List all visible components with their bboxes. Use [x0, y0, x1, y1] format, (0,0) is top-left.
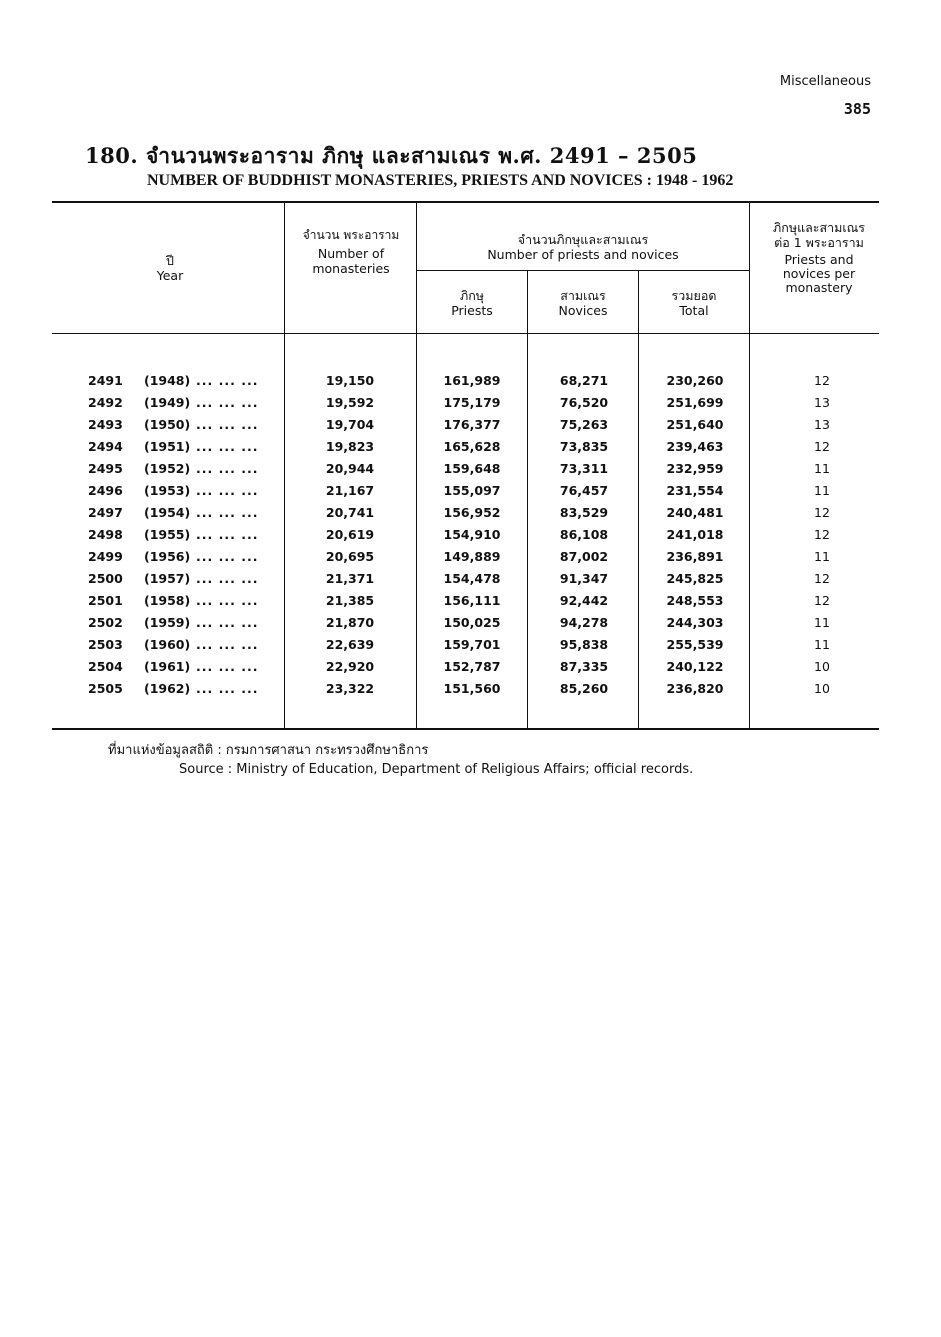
novices-cell: 75,263 [559, 417, 609, 432]
per-monastery-cell: 12 [814, 527, 830, 542]
priests-cell: 175,179 [443, 395, 501, 410]
year-be: 2492 [88, 395, 123, 410]
novices-header-thai: สามเณร [560, 288, 606, 303]
leader-dots: ... ... ... [196, 417, 259, 432]
monasteries-cell: 21,371 [325, 571, 375, 586]
novices-cell: 85,260 [559, 681, 609, 696]
priests-cell: 165,628 [443, 439, 501, 454]
table-row [0, 505, 941, 527]
year-be: 2504 [88, 659, 123, 674]
year-be: 2496 [88, 483, 123, 498]
year-be: 2499 [88, 549, 123, 564]
table-row [0, 549, 941, 571]
per-monastery-cell: 11 [814, 483, 830, 498]
priests-cell: 156,952 [443, 505, 501, 520]
priests-cell: 156,111 [443, 593, 501, 608]
leader-dots: ... ... ... [196, 395, 259, 410]
priests-cell: 154,910 [443, 527, 501, 542]
novices-cell: 92,442 [559, 593, 609, 608]
per-monastery-cell: 11 [814, 549, 830, 564]
table-number: 180. [85, 143, 139, 168]
novices-cell: 73,311 [559, 461, 609, 476]
monasteries-cell: 23,322 [325, 681, 375, 696]
table-row [0, 373, 941, 395]
year-ce: (1962) [144, 681, 191, 696]
total-cell: 244,303 [666, 615, 724, 630]
total-cell: 240,481 [666, 505, 724, 520]
year-header-thai: ปี [166, 253, 174, 268]
table-row [0, 439, 941, 461]
year-ce: (1952) [144, 461, 191, 476]
leader-dots: ... ... ... [196, 593, 259, 608]
per-monastery-cell: 10 [814, 659, 830, 674]
priests-header-english: Priests [451, 303, 493, 318]
page-number: 385 [843, 100, 871, 118]
table-bottom-rule [52, 728, 879, 730]
priests-cell: 176,377 [443, 417, 501, 432]
total-cell: 236,891 [666, 549, 724, 564]
monasteries-header-english: Number of monasteries [312, 246, 390, 276]
total-cell: 236,820 [666, 681, 724, 696]
year-ce: (1961) [144, 659, 191, 674]
leader-dots: ... ... ... [196, 615, 259, 630]
table-row [0, 395, 941, 417]
per-monastery-cell: 13 [814, 417, 830, 432]
priests-header [418, 288, 526, 318]
total-cell: 248,553 [666, 593, 724, 608]
leader-dots: ... ... ... [196, 461, 259, 476]
total-cell: 255,539 [666, 637, 724, 652]
table-row [0, 461, 941, 483]
total-cell: 251,699 [666, 395, 724, 410]
per-monastery-cell: 12 [814, 439, 830, 454]
table-row [0, 527, 941, 549]
per-monastery-cell: 11 [814, 615, 830, 630]
year-header [60, 253, 280, 283]
table-top-rule [52, 201, 879, 203]
year-ce: (1958) [144, 593, 191, 608]
total-header [640, 288, 748, 318]
year-be: 2498 [88, 527, 123, 542]
year-header-english: Year [156, 268, 184, 283]
title-thai-text: จำนวนพระอาราม ภิกษุ และสามเณร พ.ศ. 2491 – 2505 [145, 143, 698, 168]
year-be: 2502 [88, 615, 123, 630]
priests-cell: 159,701 [443, 637, 501, 652]
novices-cell: 83,529 [559, 505, 609, 520]
priests-cell: 150,025 [443, 615, 501, 630]
group-header-thai: จำนวนภิกษุและสามเณร [517, 232, 649, 247]
monasteries-cell: 20,741 [325, 505, 375, 520]
year-ce: (1959) [144, 615, 191, 630]
per-monastery-cell: 12 [814, 593, 830, 608]
source-thai: ที่มาแห่งข้อมูลสถิติ : กรมการศาสนา กระทรวงศึกษาธิการ [108, 743, 429, 758]
priests-cell: 151,560 [443, 681, 501, 696]
per-monastery-cell: 10 [814, 681, 830, 696]
per-monastery-cell: 12 [814, 373, 830, 388]
monasteries-header-thai: จำนวน พระอาราม [302, 228, 400, 242]
monasteries-cell: 21,870 [325, 615, 375, 630]
per-monastery-cell: 12 [814, 505, 830, 520]
year-be: 2493 [88, 417, 123, 432]
priests-cell: 155,097 [443, 483, 501, 498]
total-header-thai: รวมยอด [671, 288, 717, 303]
group-header-rule [417, 270, 749, 271]
novices-cell: 86,108 [559, 527, 609, 542]
year-be: 2501 [88, 593, 123, 608]
section-label: Miscellaneous [779, 74, 871, 89]
novices-cell: 94,278 [559, 615, 609, 630]
leader-dots: ... ... ... [196, 681, 259, 696]
leader-dots: ... ... ... [196, 659, 259, 674]
table-row [0, 593, 941, 615]
novices-header-english: Novices [558, 303, 608, 318]
year-be: 2491 [88, 373, 123, 388]
priests-header-thai: ภิกษุ [459, 288, 485, 303]
total-cell: 239,463 [666, 439, 724, 454]
per-monastery-cell: 11 [814, 461, 830, 476]
table-row [0, 417, 941, 439]
table-row [0, 571, 941, 593]
novices-header [529, 288, 637, 318]
total-cell: 240,122 [666, 659, 724, 674]
total-cell: 230,260 [666, 373, 724, 388]
year-ce: (1956) [144, 549, 191, 564]
total-cell: 245,825 [666, 571, 724, 586]
year-be: 2495 [88, 461, 123, 476]
priests-cell: 154,478 [443, 571, 501, 586]
group-header-english: Number of priests and novices [487, 247, 679, 262]
table-row [0, 615, 941, 637]
per-monastery-header-thai-1: ภิกษุและสามเณร [773, 220, 865, 235]
per-monastery-header [752, 220, 886, 295]
per-monastery-header-thai-2: ต่อ 1 พระอาราม [774, 235, 864, 250]
monasteries-cell: 19,150 [325, 373, 375, 388]
total-cell: 251,640 [666, 417, 724, 432]
year-ce: (1955) [144, 527, 191, 542]
monasteries-cell: 20,944 [325, 461, 375, 476]
table-title-thai [85, 140, 697, 173]
monasteries-cell: 21,167 [325, 483, 375, 498]
leader-dots: ... ... ... [196, 571, 259, 586]
total-header-english: Total [679, 303, 709, 318]
column-divider [527, 271, 528, 333]
leader-dots: ... ... ... [196, 373, 259, 388]
leader-dots: ... ... ... [196, 439, 259, 454]
year-ce: (1951) [144, 439, 191, 454]
priests-cell: 161,989 [443, 373, 501, 388]
monasteries-cell: 21,385 [325, 593, 375, 608]
per-monastery-cell: 13 [814, 395, 830, 410]
year-be: 2505 [88, 681, 123, 696]
novices-cell: 87,335 [559, 659, 609, 674]
table-row [0, 681, 941, 703]
total-cell: 232,959 [666, 461, 724, 476]
novices-cell: 68,271 [559, 373, 609, 388]
novices-cell: 76,520 [559, 395, 609, 410]
year-ce: (1948) [144, 373, 191, 388]
total-cell: 241,018 [666, 527, 724, 542]
monasteries-cell: 19,823 [325, 439, 375, 454]
leader-dots: ... ... ... [196, 505, 259, 520]
year-ce: (1957) [144, 571, 191, 586]
year-ce: (1949) [144, 395, 191, 410]
novices-cell: 76,457 [559, 483, 609, 498]
table-row [0, 483, 941, 505]
group-header [420, 232, 746, 262]
monasteries-cell: 20,619 [325, 527, 375, 542]
monasteries-header [300, 228, 402, 276]
leader-dots: ... ... ... [196, 483, 259, 498]
novices-cell: 87,002 [559, 549, 609, 564]
source-english: Source : Ministry of Education, Department of Religious Affairs; official records. [179, 762, 694, 777]
priests-cell: 159,648 [443, 461, 501, 476]
table-row [0, 637, 941, 659]
per-monastery-cell: 12 [814, 571, 830, 586]
monasteries-cell: 22,639 [325, 637, 375, 652]
monasteries-cell: 19,704 [325, 417, 375, 432]
novices-cell: 73,835 [559, 439, 609, 454]
year-ce: (1954) [144, 505, 191, 520]
monasteries-cell: 19,592 [325, 395, 375, 410]
novices-cell: 95,838 [559, 637, 609, 652]
novices-cell: 91,347 [559, 571, 609, 586]
priests-cell: 149,889 [443, 549, 501, 564]
table-row [0, 659, 941, 681]
monasteries-cell: 20,695 [325, 549, 375, 564]
leader-dots: ... ... ... [196, 527, 259, 542]
header-bottom-rule [52, 333, 879, 334]
year-be: 2503 [88, 637, 123, 652]
year-ce: (1950) [144, 417, 191, 432]
per-monastery-cell: 11 [814, 637, 830, 652]
priests-cell: 152,787 [443, 659, 501, 674]
year-ce: (1953) [144, 483, 191, 498]
year-ce: (1960) [144, 637, 191, 652]
per-monastery-header-english: Priests and novices per monastery [782, 252, 856, 295]
year-be: 2494 [88, 439, 123, 454]
leader-dots: ... ... ... [196, 637, 259, 652]
monasteries-cell: 22,920 [325, 659, 375, 674]
table-title-english: NUMBER OF BUDDHIST MONASTERIES, PRIESTS AND NOVICES : 1948 - 1962 [147, 172, 734, 189]
total-cell: 231,554 [666, 483, 724, 498]
leader-dots: ... ... ... [196, 549, 259, 564]
year-be: 2500 [88, 571, 123, 586]
year-be: 2497 [88, 505, 123, 520]
